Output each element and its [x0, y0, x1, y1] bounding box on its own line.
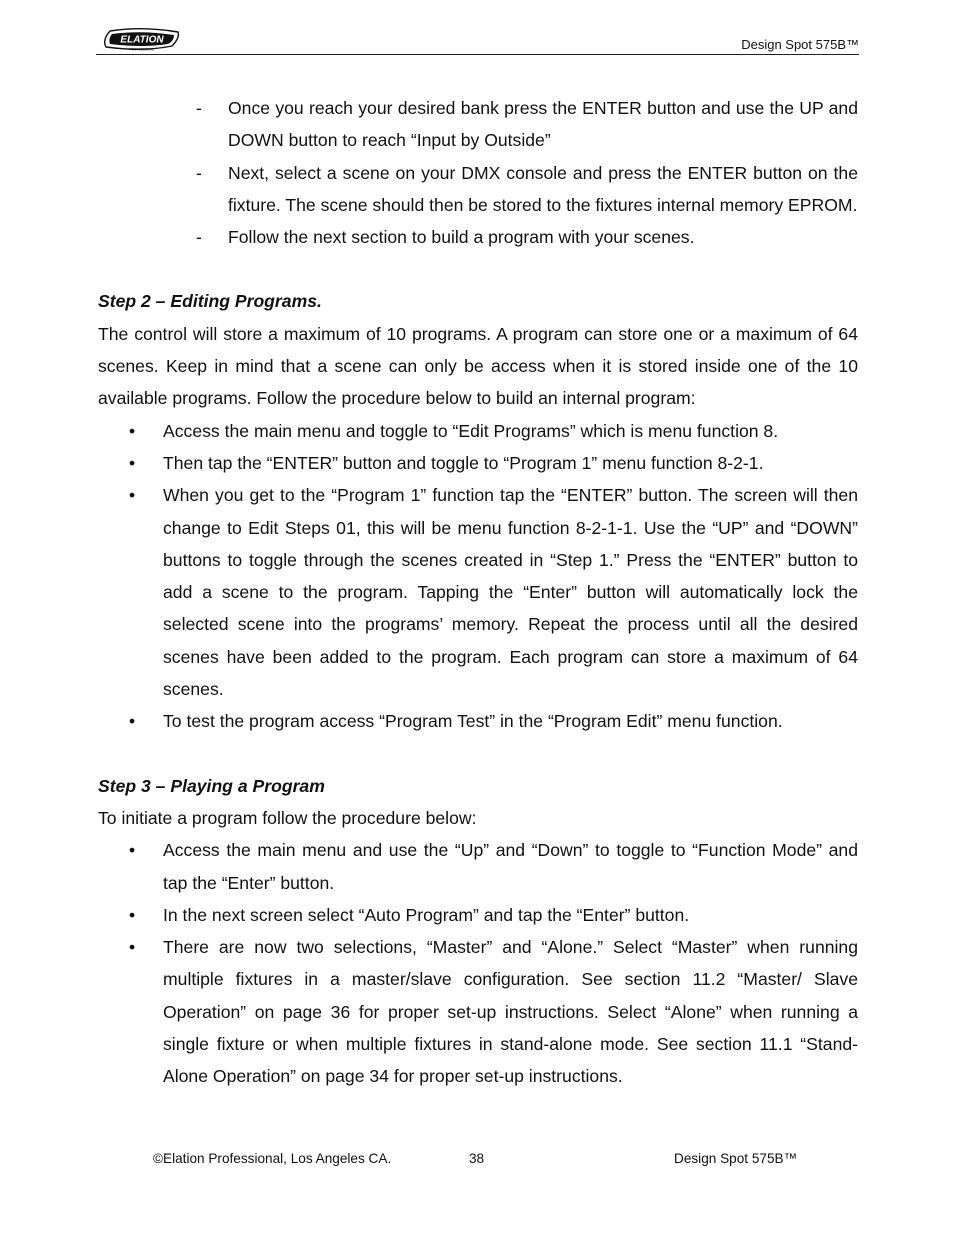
footer-page-number: 38	[469, 1151, 485, 1166]
bullet-marker: •	[129, 937, 136, 958]
header-title: Design Spot 575B™	[741, 37, 859, 52]
list-item	[98, 834, 858, 899]
dash-marker: -	[196, 98, 202, 118]
dash-item-text: Next, select a scene on your DMX console and press the ENTER button on the fixture. The scene should then be stored to the fixtures internal memory EPROM.	[228, 162, 858, 215]
bullet-marker: •	[129, 840, 136, 861]
dash-item	[98, 92, 858, 157]
dash-item	[98, 221, 858, 253]
elation-logo	[102, 28, 182, 52]
step2-heading: Step 2 – Editing Programs.	[98, 291, 322, 312]
bullet-marker: •	[129, 452, 136, 473]
bullet-marker: •	[129, 711, 136, 732]
dash-marker: -	[196, 162, 202, 183]
list-item-text: There are now two selections, “Master” and “Alone.” Select “Master” when running multiple fixtures in a master/slave configuration. See section 11.2 “Master/ Slave Operation” on page 36 for proper set-up instructions. Select “Alone” when running a single fixture or when multiple fixtures in stand-alone mode. See section 11.1 “Stand-Alone Operation” on page 34 for proper set-up instructions.	[163, 937, 858, 1087]
dash-item-text: Follow the next section to build a program with your scenes.	[228, 227, 695, 248]
list-item	[98, 931, 858, 1092]
list-item	[98, 479, 858, 705]
page-content	[98, 92, 858, 1093]
step2-intro: The control will store a maximum of 10 programs. A program can store one or a maximum of 64 scenes. Keep in mind that a scene can only be access when it is stored inside one of the 10 available programs. Follow the procedure below to build an internal program:	[98, 323, 858, 409]
list-item	[98, 415, 858, 447]
logo-text: ELATION	[120, 34, 164, 46]
list-item-text: Access the main menu and use the “Up” and “Down” to toggle to “Function Mode” and tap the “Enter” button.	[163, 840, 858, 893]
bullet-marker: •	[129, 904, 136, 925]
bullet-marker: •	[129, 420, 136, 441]
list-item-text: Then tap the “ENTER” button and toggle to “Program 1” menu function 8-2-1.	[163, 452, 764, 473]
dash-item-text: Once you reach your desired bank press the ENTER button and use the UP and DOWN button to reach “Input by Outside”	[228, 98, 858, 151]
footer-product: Design Spot 575B™	[674, 1151, 798, 1166]
dash-item	[98, 157, 858, 222]
list-item	[98, 447, 858, 479]
list-item-text: In the next screen select “Auto Program” and tap the “Enter” button.	[163, 904, 690, 925]
list-item	[98, 899, 858, 931]
page-header	[96, 28, 859, 55]
list-item-text: To test the program access “Program Test” in the “Program Edit” menu function.	[163, 711, 783, 732]
list-item-text: Access the main menu and toggle to “Edit Programs” which is menu function 8.	[163, 420, 779, 441]
footer-copyright: ©Elation Professional, Los Angeles CA.	[153, 1151, 392, 1166]
logo-subtext: PROFESSIONAL	[129, 47, 155, 52]
bullet-marker: •	[129, 485, 136, 506]
step3-heading: Step 3 – Playing a Program	[98, 775, 325, 796]
list-item	[98, 705, 858, 737]
dash-marker: -	[196, 227, 202, 248]
step3-intro: To initiate a program follow the procedure below:	[98, 807, 477, 828]
list-item-text: When you get to the “Program 1” function tap the “ENTER” button. The screen will then change to Edit Steps 01, this will be menu function 8-2-1-1. Use the “UP” and “DOWN” buttons to toggle through the scenes created in “Step 1.” Press the “ENTER” button to add a scene to the program. Tapping the “Enter” button will automatically lock the selected scene into the programs’ memory. Repeat the process until all the desired scenes have been added to the program. Each program can store a maximum of 64 scenes.	[163, 485, 858, 700]
